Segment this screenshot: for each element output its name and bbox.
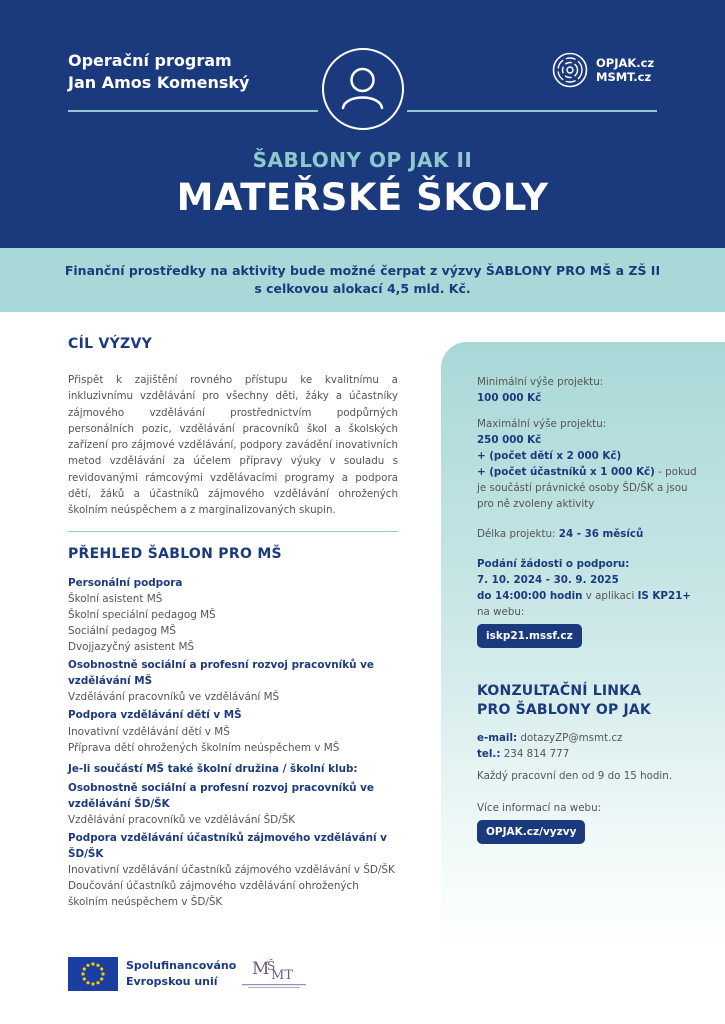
overview-heading: PŘEHLED ŠABLON PRO MŠ bbox=[68, 545, 282, 562]
max-children: + (počet dětí x 2 000 Kč) bbox=[477, 450, 622, 462]
tel-value[interactable]: 234 814 777 bbox=[500, 748, 570, 760]
list-item: Vzdělávání pracovníků ve vzdělávání ŠD/ŠK bbox=[68, 814, 296, 827]
list-item: Inovativní vzdělávání dětí v MŠ bbox=[68, 725, 230, 738]
also-heading: Je-li součástí MŠ také školní družina / školní klub: bbox=[68, 762, 358, 775]
header-divider-right bbox=[407, 110, 657, 112]
template-groups bbox=[68, 576, 398, 911]
duration-row bbox=[477, 526, 702, 542]
group-title: Osobnostně sociální a profesní rozvoj pracovníků ve vzdělávání ŠD/ŠK bbox=[68, 782, 374, 810]
duration-label: Délka projektu: bbox=[477, 528, 559, 540]
group-sd-development bbox=[68, 781, 398, 828]
person-icon bbox=[322, 48, 404, 130]
hotline-line-1: KONZULTAČNÍ LINKA bbox=[477, 683, 642, 699]
apply-in: v aplikaci bbox=[582, 590, 638, 602]
list-item: Inovativní vzdělávání účastníků zájmového vzdělávání v ŠD/ŠK bbox=[68, 864, 395, 877]
apply-heading: Podání žádosti o podporu: bbox=[477, 558, 630, 570]
page-subtitle: ŠABLONY OP JAK II bbox=[252, 148, 473, 172]
left-column bbox=[68, 336, 398, 913]
min-label: Minimální výše projektu: bbox=[477, 376, 604, 388]
hotline-heading bbox=[477, 682, 702, 720]
apply-time-row bbox=[477, 588, 702, 604]
more-info-label: Více informací na webu: bbox=[477, 802, 602, 814]
group-title: Podpora vzdělávání dětí v MŠ bbox=[68, 709, 242, 722]
svg-text:MT: MT bbox=[271, 968, 293, 983]
hotline-line-2: PRO ŠABLONY OP JAK bbox=[477, 702, 651, 718]
info-panel bbox=[441, 342, 725, 952]
brand bbox=[552, 52, 654, 88]
program-line-1: Operační program bbox=[68, 51, 232, 70]
funding-line-1: Finanční prostředky na aktivity bude možné čerpat z výzvy ŠABLONY PRO MŠ a ZŠ II bbox=[64, 263, 661, 278]
svg-text:M: M bbox=[252, 959, 270, 979]
list-item: Školní asistent MŠ bbox=[68, 593, 163, 606]
iskp-link-button[interactable]: iskp21.mssf.cz bbox=[477, 624, 582, 648]
list-item: Příprava dětí ohrožených školním neúspěchem v MŠ bbox=[68, 741, 340, 754]
list-item: Doučování účastníků zájmového vzdělávání ohrožených bbox=[68, 880, 359, 893]
goal-text: Přispět k zajištění rovného přístupu ke kvalitnímu a inkluzivnímu vzdělávání pro všechny děti, žáky a účastníky zájmového vzdělávání prostřednictvím podpůrných personálních pozic, vzdělávání pracovníků škol a školských zařízení pro zájmové vzdělávání, podpory zavádění inovativních metod vzdělávání za účelem přípravy výuky v souladu s revidovanými rámcovými vzdělávacími programy a podpora dětí, žáků a účastníků zájmového vzdělávání ohrožených školním neúspěchem a z marginalizovaných skupin. bbox=[68, 374, 398, 517]
funding-line-2: s celkovou alokací 4,5 mld. Kč. bbox=[254, 281, 471, 296]
max-participants: + (počet účastníků x 1 000 Kč) bbox=[477, 466, 655, 478]
duration-value: 24 - 36 měsíců bbox=[558, 528, 644, 540]
group-personal bbox=[68, 576, 398, 656]
group-title: Osobnostně sociální a profesní rozvoj pracovníků ve vzdělávání MŠ bbox=[68, 659, 374, 687]
eu-line-1: Spolufinancováno bbox=[126, 959, 237, 972]
opjak-logo-icon bbox=[552, 52, 588, 88]
header bbox=[0, 0, 725, 248]
opjak-link-button[interactable]: OPJAK.cz/vyzvy bbox=[477, 820, 585, 844]
tel-label: tel.: bbox=[477, 748, 501, 760]
apply-app: IS KP21+ bbox=[637, 590, 691, 602]
group-title: Podpora vzdělávání účastníků zájmového vzdělávání v ŠD/ŠK bbox=[68, 832, 387, 860]
brand-msmt[interactable]: MSMT.cz bbox=[596, 70, 652, 84]
eu-flag-icon bbox=[68, 957, 118, 991]
email-row bbox=[477, 730, 702, 746]
funding-band bbox=[0, 248, 725, 312]
apply-web-label: na webu: bbox=[477, 606, 525, 618]
list-item: Dvojjazyčný asistent MŠ bbox=[68, 641, 195, 654]
goal-heading: CÍL VÝZVY bbox=[68, 336, 153, 352]
list-item: Vzdělávání pracovníků ve vzdělávání MŠ bbox=[68, 691, 280, 704]
header-divider-left bbox=[68, 110, 318, 112]
list-item: školním neúspěchem v ŠD/ŠK bbox=[68, 896, 223, 909]
list-item: Školní speciální pedagog MŠ bbox=[68, 609, 216, 622]
section-divider bbox=[68, 531, 398, 532]
hours-text: Každý pracovní den od 9 do 15 hodin. bbox=[477, 770, 673, 782]
email-link[interactable]: dotazyZP@msmt.cz bbox=[517, 732, 623, 744]
program-name bbox=[68, 50, 249, 94]
group-sd-participants bbox=[68, 831, 398, 910]
max-note: - pokud je součástí právnické osoby ŠD/ŠK a jsou pro ně zvoleny aktivity bbox=[477, 466, 697, 510]
email-label: e-mail: bbox=[477, 732, 518, 744]
group-children bbox=[68, 708, 398, 756]
group-development bbox=[68, 658, 398, 705]
max-value: 250 000 Kč bbox=[477, 434, 542, 446]
tel-row bbox=[477, 746, 702, 762]
min-value: 100 000 Kč bbox=[477, 392, 542, 404]
eu-cofinanced-text bbox=[126, 958, 236, 990]
brand-opjak[interactable]: OPJAK.cz bbox=[596, 56, 655, 70]
page-title: MATEŘSKÉ ŠKOLY bbox=[176, 176, 549, 219]
max-participants-row bbox=[477, 464, 702, 512]
apply-dates: 7. 10. 2024 - 30. 9. 2025 bbox=[477, 574, 619, 586]
apply-time: do 14:00:00 hodin bbox=[477, 590, 583, 602]
list-item: Sociální pedagog MŠ bbox=[68, 625, 176, 638]
svg-text:Š: Š bbox=[267, 959, 276, 973]
max-label: Maximální výše projektu: bbox=[477, 418, 607, 430]
group-title: Personální podpora bbox=[68, 576, 183, 589]
program-line-2: Jan Amos Komenský bbox=[68, 73, 250, 92]
eu-line-2: Evropskou unií bbox=[126, 975, 218, 988]
msmt-logo-icon bbox=[238, 954, 310, 992]
